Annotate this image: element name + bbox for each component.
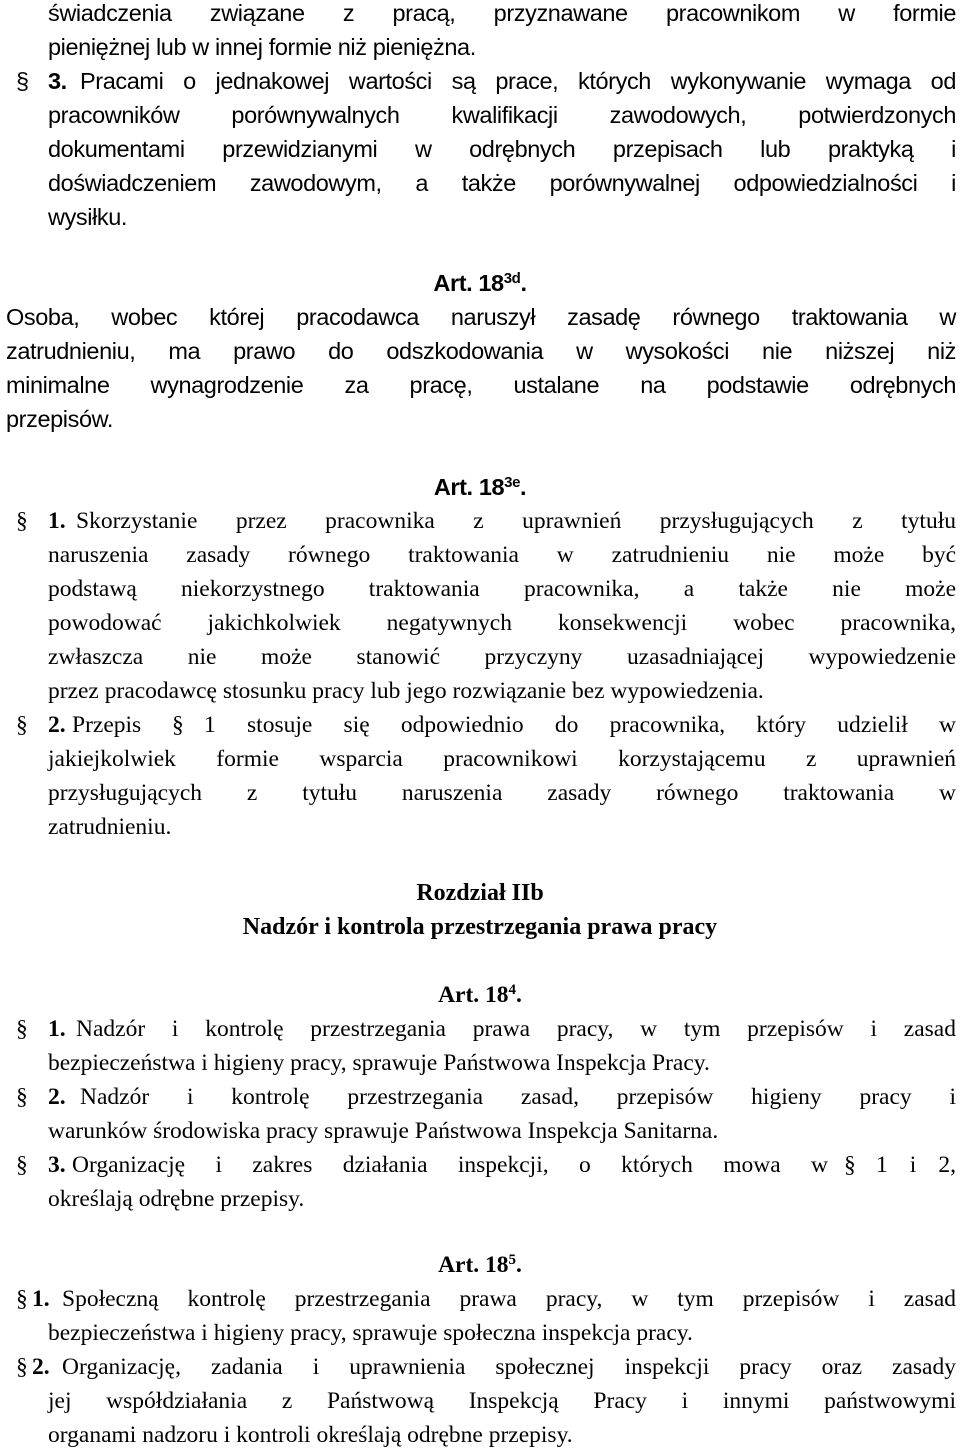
paragraph-mark: § xyxy=(172,712,184,738)
text-line: powodować jakichkolwiek negatywnych konsekwencji wobec pracownika, xyxy=(48,610,956,636)
paragraph-number: 2. xyxy=(32,1354,50,1380)
text-line: doświadczeniem zawodowym, a także porównywalnej odpowiedzialności i xyxy=(48,170,956,196)
paragraph-mark: § xyxy=(16,1016,28,1042)
text-line: Nadzór i kontrolę przestrzegania zasad, przepisów higieny pracy i xyxy=(80,1084,956,1110)
text-line: jakiejkolwiek formie wsparcia pracownikowi korzystającemu z uprawnień xyxy=(48,746,956,772)
paragraph-number: 1. xyxy=(32,1286,50,1312)
text-line: podstawą niekorzystnego traktowania pracownika, a także nie może xyxy=(48,576,956,602)
text-line: świadczenia związane z pracą, przyznawane pracownikom w formie xyxy=(48,0,956,26)
chapter-subtitle: Nadzór i kontrola przestrzegania prawa pracy xyxy=(242,914,718,940)
text-line: przez pracodawcę stosunku pracy lub jego rozwiązanie bez wypowiedzenia. xyxy=(48,678,764,704)
article-heading: Art. $18^{3e}$. xyxy=(433,473,527,500)
text-line: Społeczną kontrolę przestrzegania prawa pracy, w tym przepisów i zasad xyxy=(62,1286,956,1312)
text-line: 1 stosuje się odpowiednio do pracownika, który udzielił w xyxy=(204,712,956,738)
text-line: Organizację i zakres działania inspekcji, o których mowa w xyxy=(72,1152,828,1178)
paragraph-number: 2. xyxy=(48,1084,66,1110)
text-line: przysługujących z tytułu naruszenia zasady równego traktowania w xyxy=(48,780,956,806)
paragraph-mark: § xyxy=(16,712,28,738)
paragraph-number: 3. xyxy=(48,1152,66,1178)
article-heading: Art. $18^{3d}$. xyxy=(433,269,527,296)
text-line: zwłaszcza nie może stanowić przyczyny uzasadniającej wypowiedzenie xyxy=(48,644,956,670)
paragraph-number: 1. xyxy=(48,1016,66,1042)
paragraph-mark: § xyxy=(16,508,28,534)
text-line: Osoba, wobec której pracodawca naruszył zasadę równego traktowania w xyxy=(6,304,956,330)
article-heading: Art. $18^4$. xyxy=(438,981,522,1008)
text-line: Nadzór i kontrolę przestrzegania prawa pracy, w tym przepisów i zasad xyxy=(76,1016,956,1042)
paragraph-mark: § xyxy=(16,1286,28,1312)
paragraph-number: 1. xyxy=(48,508,66,534)
text-line: Pracami o jednakowej wartości są prace, których wykonywanie wymaga od xyxy=(80,68,956,94)
text-line: minimalne wynagrodzenie za pracę, ustalane na podstawie odrębnych xyxy=(6,372,956,398)
paragraph-mark: § xyxy=(16,1084,28,1110)
text-line: bezpieczeństwa i higieny pracy, sprawuje Państwowa Inspekcja Pracy. xyxy=(48,1050,710,1076)
paragraph-mark: § xyxy=(844,1152,856,1178)
text-line: Skorzystanie przez pracownika z uprawnień przysługujących z tytułu xyxy=(76,508,956,534)
text-line: organami nadzoru i kontroli określają odrębne przepisy. xyxy=(48,1422,573,1448)
text-line: bezpieczeństwa i higieny pracy, sprawuje społeczna inspekcja pracy. xyxy=(48,1320,693,1346)
text-line: dokumentami przewidzianymi w odrębnych przepisach lub praktyką i xyxy=(48,136,956,162)
text-line: zatrudnieniu. xyxy=(48,814,172,840)
text-line: pracowników porównywalnych kwalifikacji zawodowych, potwierdzonych xyxy=(48,102,956,128)
text-line: przepisów. xyxy=(6,406,114,432)
text-line: warunków środowiska pracy sprawuje Państwowa Inspekcja Sanitarna. xyxy=(48,1118,719,1144)
text-line: zatrudnieniu, ma prawo do odszkodowania w wysokości nie niższej niż xyxy=(6,338,956,364)
text-line: 1 i 2, xyxy=(876,1152,956,1178)
chapter-title: Rozdział IIb xyxy=(416,880,544,906)
paragraph-number: 2. xyxy=(48,712,66,738)
text-line: jej współdziałania z Państwową Inspekcją Pracy i innymi państwowymi xyxy=(48,1388,956,1414)
paragraph-mark: § xyxy=(16,1152,28,1178)
article-heading: Art. $18^5$. xyxy=(438,1251,522,1278)
text-line: naruszenia zasady równego traktowania w zatrudnieniu nie może być xyxy=(48,542,956,568)
paragraph-mark: § xyxy=(16,1354,28,1380)
text-line: wysiłku. xyxy=(48,204,128,230)
paragraph-mark: § xyxy=(16,68,29,94)
text-line: pieniężnej lub w innej formie niż pieniężna. xyxy=(48,34,476,60)
text-line: Organizację, zadania i uprawnienia społecznej inspekcji pracy oraz zasady xyxy=(62,1354,956,1380)
text-line: określają odrębne przepisy. xyxy=(48,1186,305,1212)
paragraph-number: 3. xyxy=(48,68,67,94)
text-line: Przepis xyxy=(72,712,142,738)
